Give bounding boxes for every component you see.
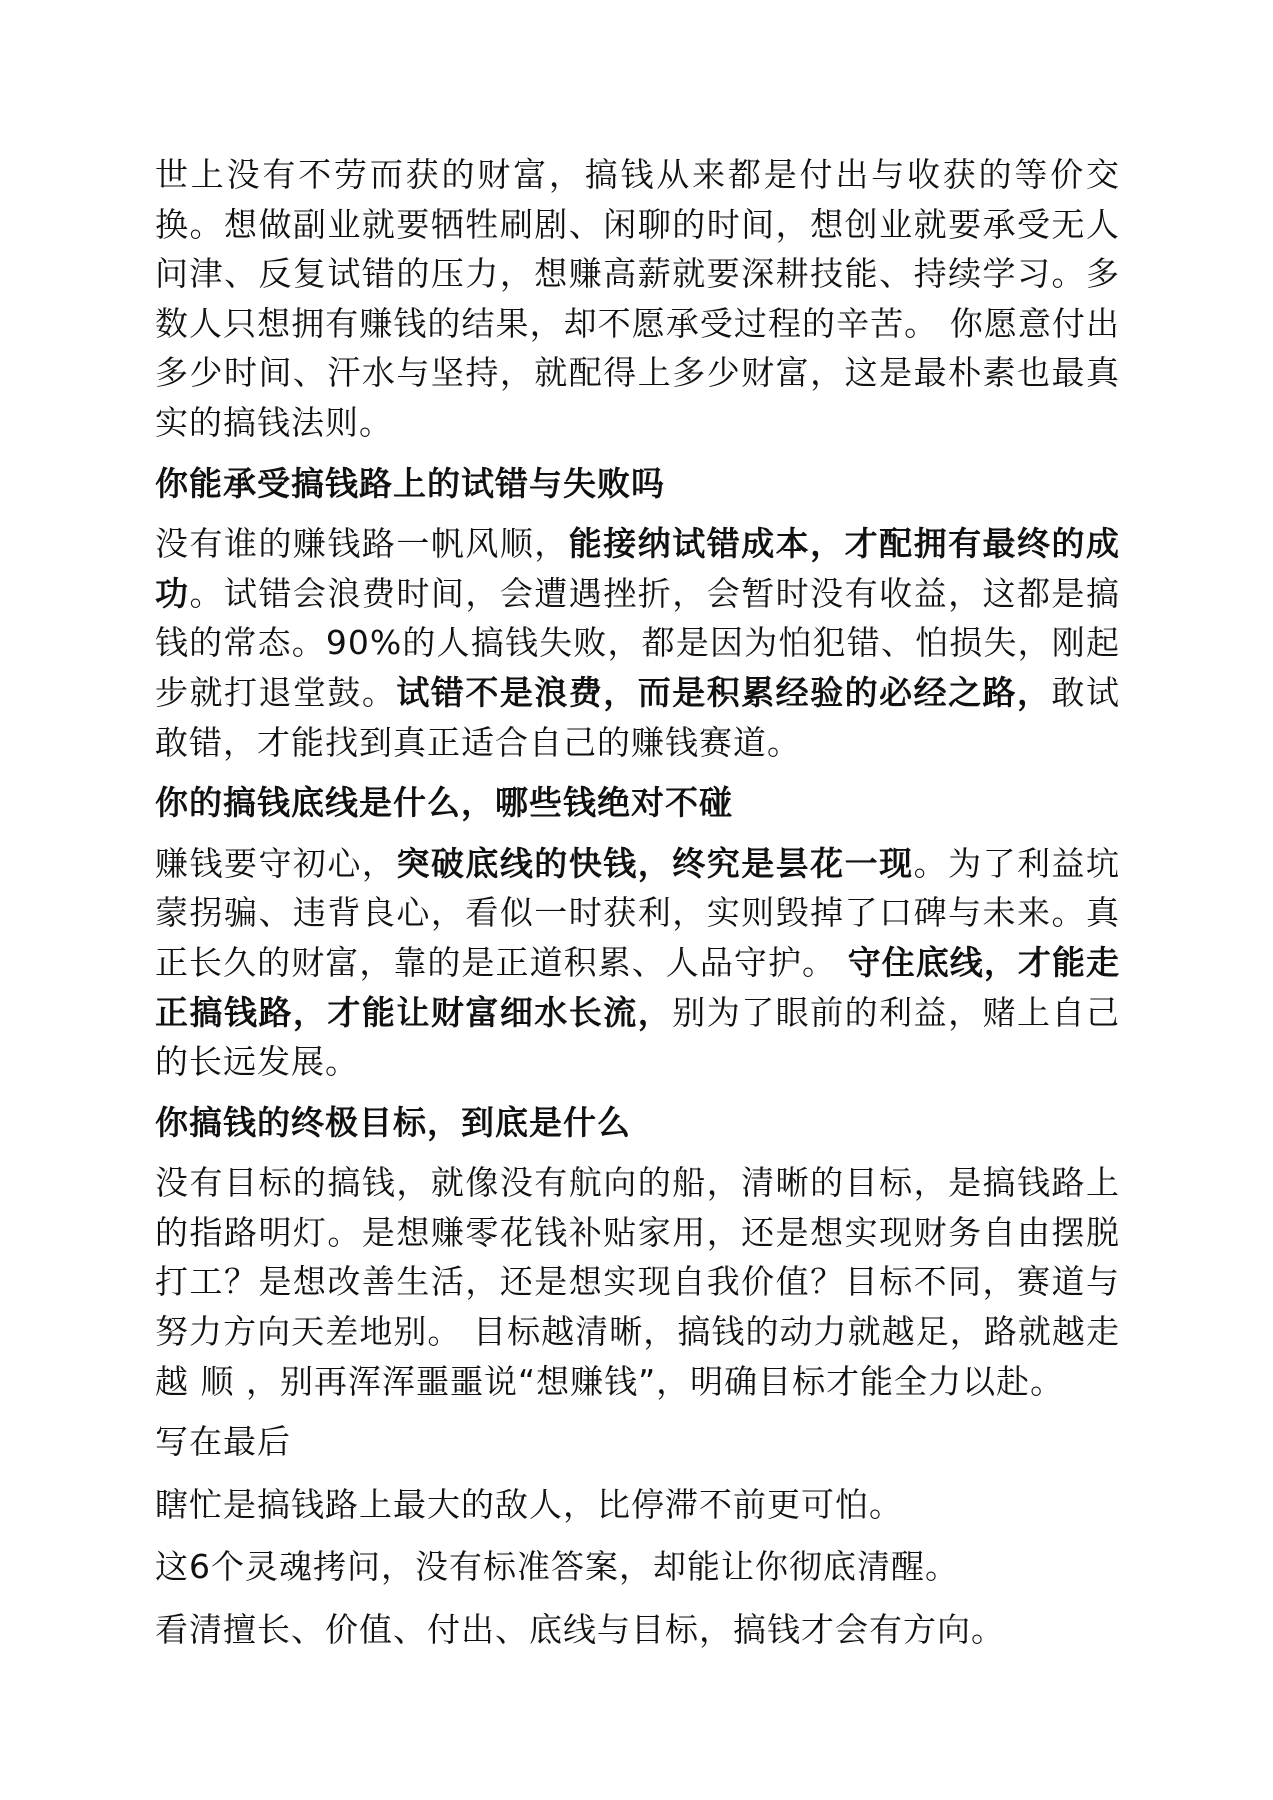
trial-text-2: 。试错会浪费时间，会遭遇挫折，会暂时没有收益，这都是搞钱的常态。90%的人搞钱失败，都是因为怕犯错、怕损失，刚起步就打退堂鼓。 [155,573,1121,712]
closing-title: 写在最后 [155,1422,291,1462]
trial-paragraph [155,519,1120,767]
section-heading-goal: 你搞钱的终极目标，到底是什么 [155,1102,631,1142]
trial-bold-1: 能接纳试错成本，才配拥有最终的成功 [155,524,1121,613]
trial-bold-2: 试错不是浪费，而是积累经验的必经之路， [396,672,1052,712]
section-heading-bottomline: 你的搞钱底线是什么，哪些钱绝对不碰 [155,783,733,823]
section-heading-trial: 你能承受搞钱路上的试错与失败吗 [155,463,665,503]
goal-paragraph: 没有目标的搞钱，就像没有航向的船，清晰的目标，是搞钱路上的指路明灯。是想赚零花钱补贴家用，还是想实现财务自由摆脱打工？是想改善生活，还是想实现自我价值？目标不同，赛道与努力方向天差地别。 目标越清晰，搞钱的动力就越足，路就越走越 顺 ，别再浑浑噩噩说“想赚钱”，明确目标才能全力以赴。 [155,1163,1120,1401]
bottomline-bold-1: 突破底线的快钱，终究是昙花一现 [396,843,914,883]
trial-text-1: 没有谁的赚钱路一帆风顺， [155,524,569,564]
closing-line-2: 这6个灵魂拷问，没有标准答案，却能让你彻底清醒。 [155,1547,959,1587]
bottomline-bold-2: 守住底线，才能走正搞钱路，才能让财富细水长流， [155,942,1121,1032]
document-page [155,150,1120,1668]
bottomline-paragraph [155,839,1120,1087]
closing-line-3: 看清擅长、价值、付出、底线与目标，搞钱才会有方向。 [155,1610,1005,1650]
closing-line-1: 瞎忙是搞钱路上最大的敌人，比停滞不前更可怕。 [155,1484,903,1524]
bottomline-text-3: 别为了眼前的利益，赌上自己的长远发展。 [155,992,1121,1082]
bottomline-text-1: 赚钱要守初心， [155,843,397,883]
trial-text-3: 敢试敢错，才能找到真正适合自己的赚钱赛道。 [155,672,1121,762]
bottomline-text-2: 。为了利益坑蒙拐骗、违背良心，看似一时获利，实则毁掉了口碑与未来。真正长久的财富，靠的是正道积累、人品守护。 [155,843,1121,982]
intro-paragraph: 世上没有不劳而获的财富，搞钱从来都是付出与收获的等价交换。想做副业就要牺牲刷剧、闲聊的时间，想创业就要承受无人问津、反复试错的压力，想赚高薪就要深耕技能、持续学习。多数人只想拥有赚钱的结果，却不愿承受过程的辛苦。 你愿意付出多少时间、汗水与坚持，就配得上多少财富，这是最朴素也最真实的搞钱法则。 [155,155,1120,442]
